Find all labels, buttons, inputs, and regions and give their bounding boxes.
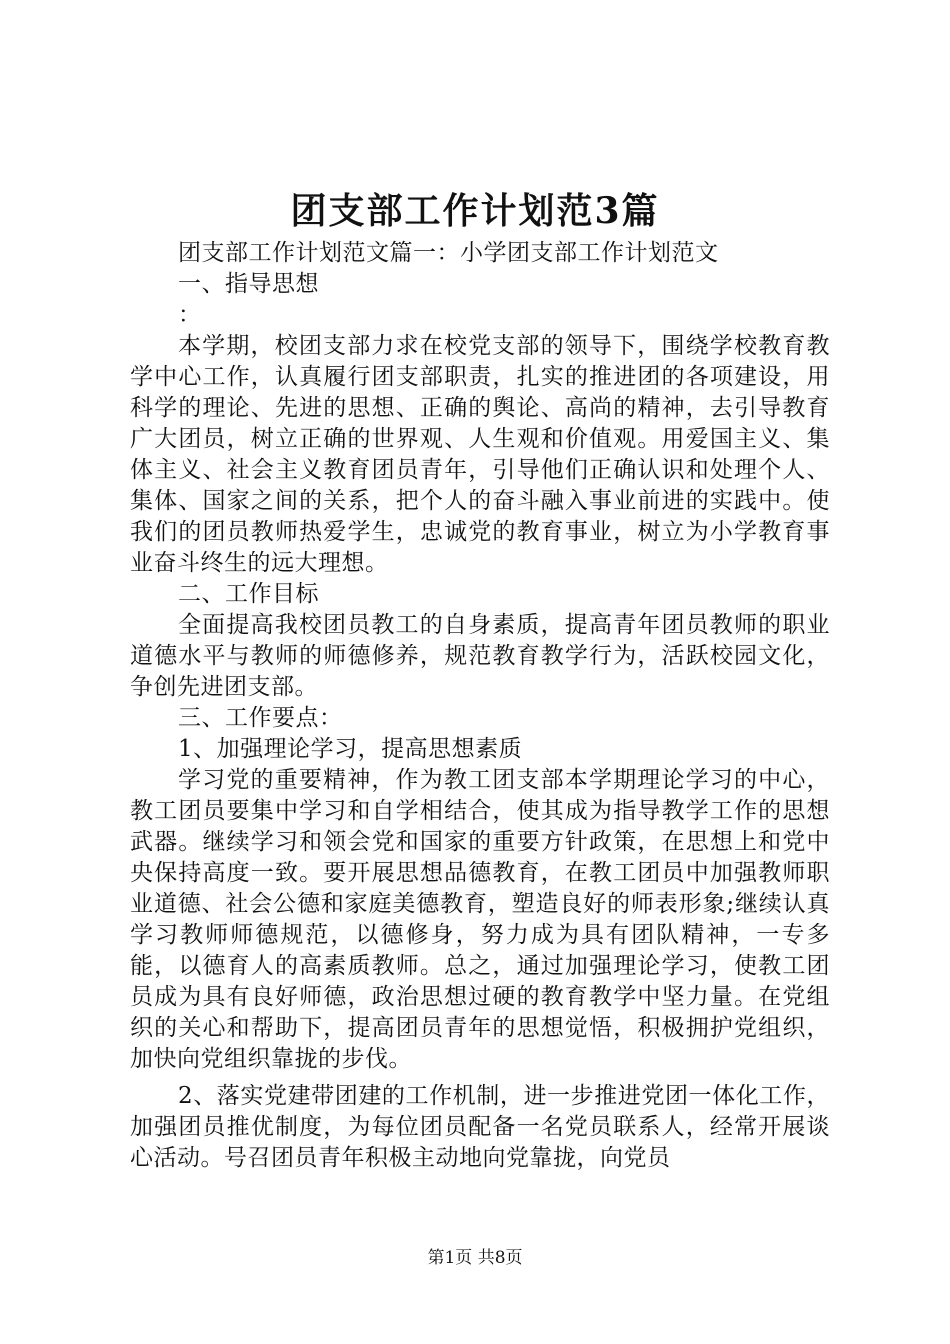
page-footer: 第1页 共8页	[427, 1248, 523, 1268]
paragraph-guiding-ideology: 本学期，校团支部力求在校党支部的领导下，围绕学校教育教学中心工作，认真履行团支部职责，扎实的推进团的各项建设，用科学的理论、先进的思想、正确的舆论、高尚的精神，去引导教育广大团员，树立正确的世界观、人生观和价值观。用爱国主义、集体主义、社会主义教育团员青年，引导他们正确认识和处理个人、集体、国家之间的关系，把个人的奋斗融入事业前进的实践中。使我们的团员教师热爱学生，忠诚党的教育事业，树立为小学教育事业奋斗终生的远大理想。	[130, 333, 830, 576]
paragraph-section-2-heading: 二、工作目标	[178, 581, 319, 607]
paragraph-heading-article-1: 团支部工作计划范文篇一：小学团支部工作计划范文	[178, 240, 719, 266]
paragraph-point-2: 2、落实党建带团建的工作机制，进一步推进党团一体化工作，加强团员推优制度，为每位团员配备一名党员联系人，经常开展谈心活动。号召团员青年积极主动地向党靠拢，向党员	[130, 1083, 830, 1171]
paragraph-section-1-heading: 一、指导思想	[178, 271, 319, 297]
paragraph-colon: ：	[178, 302, 202, 328]
paragraph-section-3-heading: 三、工作要点：	[178, 705, 343, 731]
document-title: 团支部工作计划范3篇	[290, 190, 660, 232]
document-body	[130, 238, 830, 1174]
paragraph-work-goals: 全面提高我校团员教工的自身素质，提高青年团员教师的职业道德水平与教师的师德修养，规范教育教学行为，活跃校园文化，争创先进团支部。	[130, 612, 830, 700]
paragraph-theory-study: 学习党的重要精神，作为教工团支部本学期理论学习的中心，教工团员要集中学习和自学相结合，使其成为指导教学工作的思想武器。继续学习和领会党和国家的重要方针政策，在思想上和党中央保持高度一致。要开展思想品德教育，在教工团员中加强教师职业道德、社会公德和家庭美德教育，塑造良好的师表形象;继续认真学习教师师德规范，以德修身，努力成为具有团队精神，一专多能，以德育人的高素质教师。总之，通过加强理论学习，使教工团员成为具有良好师德，政治思想过硬的教育教学中坚力量。在党组织的关心和帮助下，提高团员青年的思想觉悟，积极拥护党组织，加快向党组织靠拢的步伐。	[130, 767, 830, 1072]
paragraph-point-1-heading: 1、加强理论学习，提高思想素质	[178, 736, 523, 762]
